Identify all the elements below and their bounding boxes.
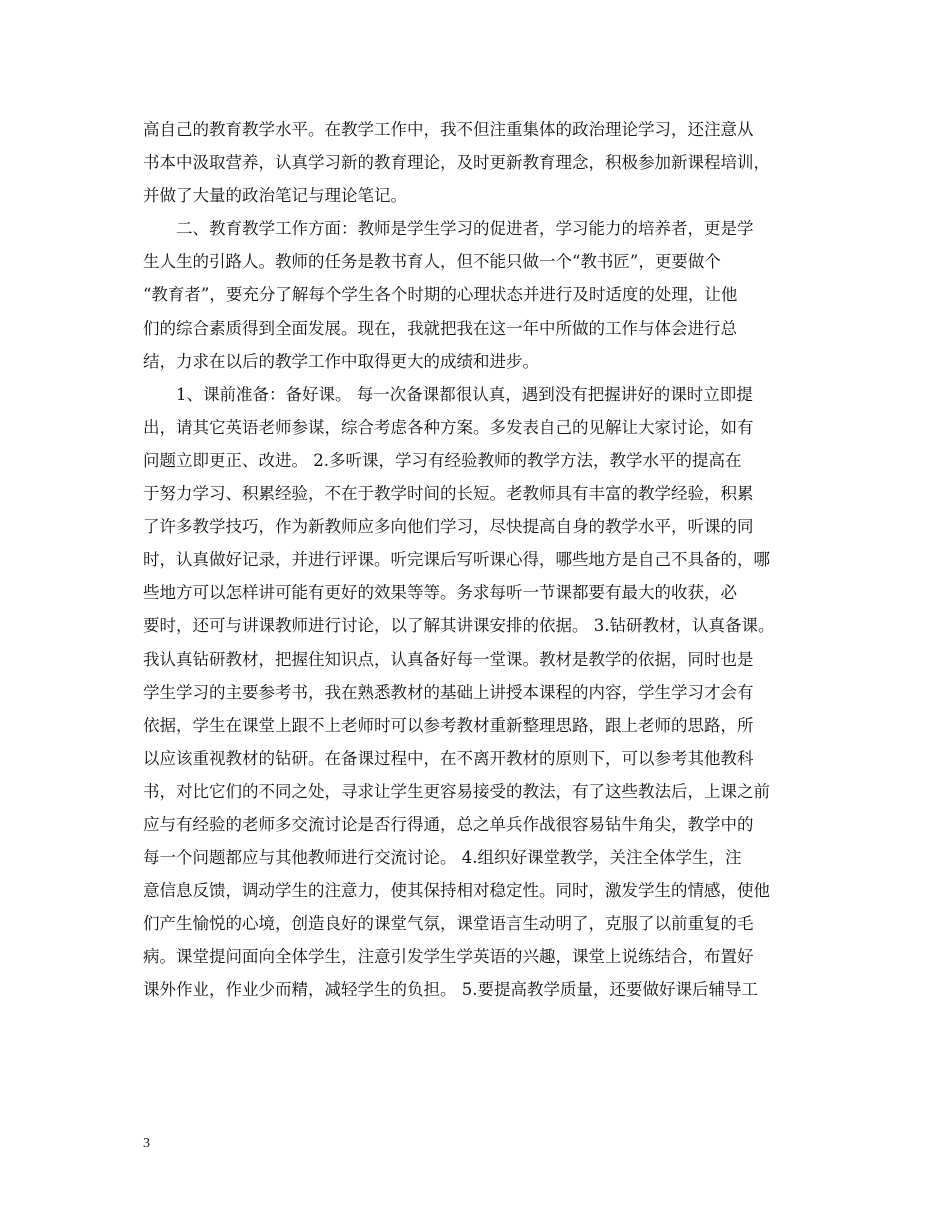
text-line: 要时，还可与讲课教师进行讨论，以了解其讲课安排的依据。 3.钻研教材，认真备课。 [143,616,775,636]
text-line: 二、教育教学工作方面：教师是学生学习的促进者，学习能力的培养者，更是学 [176,219,754,239]
text-line: 们的综合素质得到全面发展。现在，我就把我在这一年中所做的工作与体会进行总 [143,318,737,338]
text-line: 生人生的引路人。教师的任务是教书育人，但不能只做一个“教书匠”，更要做个 [143,252,721,272]
page-number: 3 [143,1136,150,1151]
text-line: 我认真钻研教材，把握住知识点，认真备好每一堂课。教材是教学的依据，同时也是 [143,649,754,669]
text-line: 并做了大量的政治笔记与理论笔记。 [143,186,407,206]
text-line: 了许多教学技巧，作为新教师应多向他们学习，尽快提高自身的教学水平，听课的同 [143,517,754,537]
text-line: 出，请其它英语老师参谋，综合考虑各种方案。多发表自己的见解让大家讨论，如有 [143,417,754,437]
text-line: “教育者”，要充分了解每个学生各个时期的心理状态并进行及时适度的处理，让他 [143,285,738,305]
text-line: 时，认真做好记录，并进行评课。听完课后写听课心得，哪些地方是自己不具备的，哪 [143,550,770,570]
text-line: 课外作业，作业少而精，减轻学生的负担。 5.要提高教学质量，还要做好课后辅导工 [143,980,758,1000]
text-line: 1、课前准备：备好课。 每一次备课都很认真，遇到没有把握讲好的课时立即提 [176,384,753,404]
text-line: 学生学习的主要参考书，我在熟悉教材的基础上讲授本课程的内容，学生学习才会有 [143,682,754,702]
body-text [143,113,823,1007]
text-line: 些地方可以怎样讲可能有更好的效果等等。务求每听一节课都要有最大的收获，必 [143,583,737,603]
text-line: 每一个问题都应与其他教师进行交流讨论。 4.组织好课堂教学，关注全体学生，注 [143,848,742,868]
text-line: 问题立即更正、改进。 2.多听课，学习有经验教师的教学方法，教学水平的提高在 [143,450,742,470]
text-line: 结，力求在以后的教学工作中取得更大的成绩和进步。 [143,351,539,371]
text-line: 高自己的教育教学水平。在教学工作中，我不但注重集体的政治理论学习，还注意从 [143,120,754,139]
text-line: 书，对比它们的不同之处，寻求让学生更容易接受的教法，有了这些教法后，上课之前 [143,781,770,801]
text-line: 意信息反馈，调动学生的注意力，使其保持相对稳定性。同时，激发学生的情感，使他 [143,881,770,901]
text-line: 依据，学生在课堂上跟不上老师时可以参考教材重新整理思路，跟上老师的思路，所 [143,715,754,735]
text-line: 们产生愉悦的心境，创造良好的课堂气氛，课堂语言生动明了，克服了以前重复的毛 [143,914,754,934]
text-line: 于努力学习、积累经验，不在于教学时间的长短。老教师具有丰富的教学经验，积累 [143,484,754,504]
text-line: 病。课堂提问面向全体学生，注意引发学生学英语的兴趣，课堂上说练结合，布置好 [143,947,754,967]
text-line: 以应该重视教材的钻研。在备课过程中，在不离开教材的原则下，可以参考其他教科 [143,748,754,768]
text-line: 应与有经验的老师多交流讨论是否行得通，总之单兵作战很容易钻牛角尖，教学中的 [143,814,754,834]
text-line: 书本中汲取营养，认真学习新的教育理论，及时更新教育理念，积极参加新课程培训， [143,153,770,173]
